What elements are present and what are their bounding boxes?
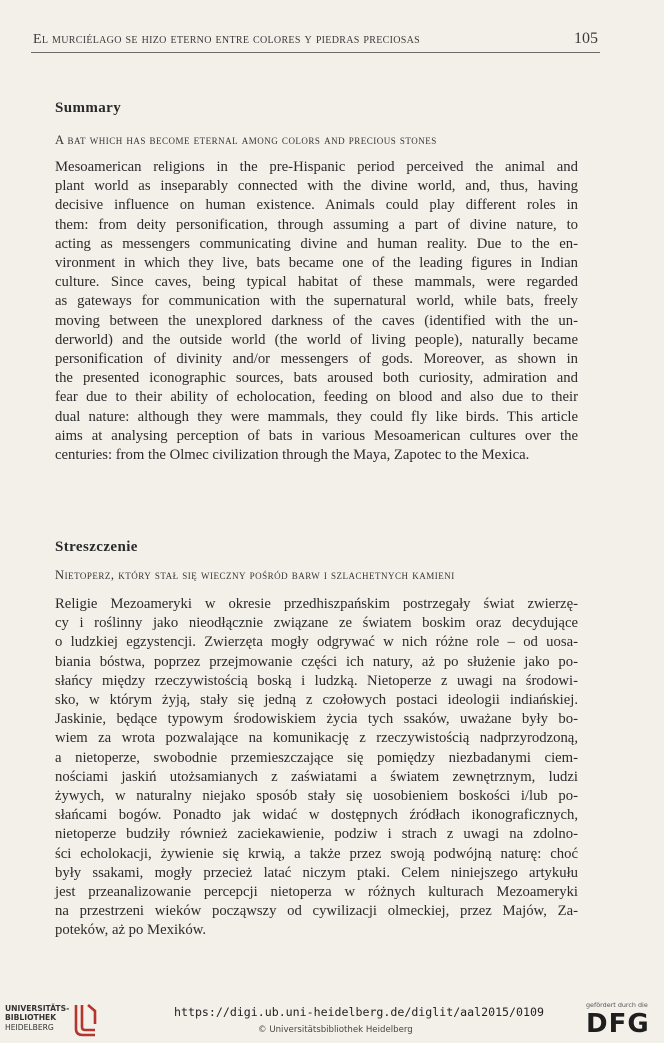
text-line: nościami jaskiń utożsamianych z zaświatami a światem zewnętrznym, ludzi (55, 768, 578, 785)
digital-object-url-link[interactable]: https://digi.ub.uni-heidelberg.de/diglit/aal2015/0109 (174, 1005, 544, 1019)
text-line: były ssakami, mogły przecież latać niczym ptaki. Celem niniejszego artykułu (55, 864, 578, 881)
text-line: derworld) and the outside world (the world of living people), naturally became (55, 331, 578, 348)
text-line: poteków, aż po Mexików. (55, 922, 207, 939)
text-line: nietoperze budziły również zaciekawienie, podziw i strach z uwagi na zdolno- (55, 826, 578, 843)
text-line: vironment in which they live, bats became one of the leading figures in Indian (55, 255, 578, 272)
text-line: the presented iconographic sources, bats aroused both curiosity, admiration and (55, 370, 578, 387)
library-logo[interactable] (5, 1003, 100, 1039)
funding-caption: gefördert durch die (586, 1001, 648, 1009)
text-line: plant world as inseparably connected with the divine world, and, thus, having (55, 178, 578, 195)
text-line: wiem za wrota pozwalające na komunikację z rzeczywistością nadprzyrodzoną, (55, 730, 578, 747)
text-line: biania bóstwa, poprzez przejmowanie części ich natury, aż po służenie jako po- (55, 653, 578, 670)
text-line: a nietoperze, swobodnie przemieszczające się pomiędzy niezbadanymi ciem- (55, 749, 578, 766)
text-line: Mesoamerican religions in the pre-Hispanic period perceived the animal and (55, 159, 578, 175)
text-line: żywych, w naturalny niejako sposób stały się uosobieniem boskości i/lub po- (55, 788, 578, 805)
library-name-line: BIBLIOTHEK (5, 1013, 57, 1023)
text-line: na przestrzeni wieków począwszy od cywilizacji olmeckiej, przez Majów, Za- (55, 903, 578, 920)
text-line: personification of divinity and/or messengers of gods. Moreover, as shown in (55, 351, 578, 368)
copyright-notice: © Universitätsbibliothek Heidelberg (258, 1025, 413, 1035)
text-line: dual nature: although they were mammals, they could fly like birds. This article (55, 408, 578, 425)
library-name (5, 1004, 69, 1032)
summary-heading: Summary (55, 100, 122, 116)
text-line: culture. Since caves, being typical habitat of these mammals, were regarded (55, 274, 578, 291)
text-line: decisive influence on human existence. Animals could play different roles in (55, 197, 578, 214)
text-line: aims at analysing perception of bats in various Mesoamerican cultures over the (55, 427, 578, 444)
ub-heidelberg-logo-icon (73, 1003, 99, 1037)
text-line: as gateways for communication with the supernatural world, while bats, freely (55, 293, 578, 310)
streszczenie-heading: Streszczenie (55, 539, 138, 555)
text-line: Religie Mezoameryki w okresie przedhiszpańskim postrzegały świat zwierzę- (55, 596, 578, 612)
text-line: słańcami bogów. Ponadto jak widać w dostępnych źródłach ikonograficznych, (55, 807, 578, 824)
dfg-logo[interactable]: DFG (586, 1009, 650, 1039)
text-line: sko, w którym żyją, stały się jedną z czołowych postaci ideologii indiańskiej. (55, 692, 578, 709)
page-number: 105 (574, 30, 598, 47)
text-line: moving between the unexplored darkness of the caves (identified with the un- (55, 312, 578, 329)
library-name-line: HEIDELBERG (5, 1022, 54, 1032)
text-line: o ludzkiej egzystencji. Zwierzęta mogły odgrywać w nich różne role – od uosa- (55, 634, 578, 651)
text-line: cy i roślinny jako nieodłącznie związane ze światem boskim oraz decydujące (55, 615, 578, 632)
library-name-line: UNIVERSITÄTS- (5, 1004, 70, 1013)
text-line: them: from deity personification, through assuming a part of divine nature, to (55, 216, 578, 233)
running-header-title: El murciélago se hizo eterno entre colores y piedras preciosas (33, 32, 420, 47)
text-line: acting as messengers communicating divine and human reality. Due to the en- (55, 235, 578, 252)
text-line: centuries: from the Olmec civilization through the Maya, Zapotec to the Mexica. (55, 447, 530, 464)
running-header (31, 30, 600, 53)
summary-subtitle: A bat which has become eternal among colors and precious stones (55, 133, 437, 147)
text-line: Jaskinie, będące typowym środowiskiem życia tych ssaków, uważane były bo- (55, 711, 578, 728)
text-line: fear due to their ability of echolocation, feeding on blood and also due to their (55, 389, 578, 406)
streszczenie-subtitle: Nietoperz, który stał się wieczny pośród barw i szlachetnych kamieni (55, 568, 455, 582)
summary-body (55, 158, 578, 465)
text-line: ści echolokacji, żywienie się krwią, a także przez swoją podwójną naturę: choć (55, 845, 578, 862)
streszczenie-body (55, 595, 578, 941)
text-line: jest przeanalizowanie percepcji nietoperza w różnych kulturach Mezoameryki (55, 884, 578, 901)
text-line: słańcy między rzeczywistością boską i ludzką. Nietoperze z uwagi na środowi- (55, 672, 578, 689)
